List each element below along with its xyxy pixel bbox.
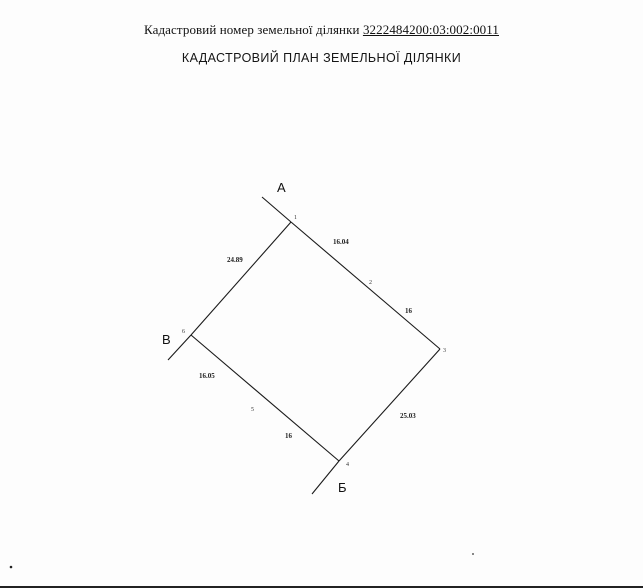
scan-speck <box>10 566 13 569</box>
scan-speck <box>472 553 474 555</box>
vertex-label-6: 6 <box>182 329 185 335</box>
boundary-edge-3-4 <box>339 349 440 461</box>
neighbor-line-a <box>262 197 291 222</box>
neighbor-label-b: Б <box>338 480 347 495</box>
vertex-label-3: 3 <box>443 348 446 354</box>
distance-label-6-1: 24.89 <box>227 256 243 264</box>
plan-title: КАДАСТРОВИЙ ПЛАН ЗЕМЕЛЬНОЇ ДІЛЯНКИ <box>181 51 462 65</box>
vertex-label-1: 1 <box>294 215 297 221</box>
boundary-edge-6-1 <box>191 222 291 335</box>
distance-label-5-6: 16.05 <box>199 372 215 380</box>
vertex-label-2: 2 <box>369 280 372 286</box>
distance-label-2-3: 16 <box>405 307 412 315</box>
boundary-edge-1-3 <box>291 222 440 349</box>
distance-label-4-5: 16 <box>285 432 292 440</box>
distance-label-3-4: 25.03 <box>400 412 416 420</box>
vertex-label-5: 5 <box>251 407 254 413</box>
distance-label-1-2: 16.04 <box>333 238 349 246</box>
boundary-edge-6-4 <box>191 335 339 461</box>
vertex-label-4: 4 <box>346 462 349 468</box>
neighbor-line-b <box>312 461 339 494</box>
cadastral-number-label: Кадастровий номер земельної ділянки <box>143 22 360 37</box>
neighbor-label-v: В <box>162 332 171 347</box>
neighbor-line-v <box>168 335 191 360</box>
neighbor-label-a: А <box>277 180 286 195</box>
cadastral-number-value: 3222484200:03:002:0011 <box>362 22 499 37</box>
